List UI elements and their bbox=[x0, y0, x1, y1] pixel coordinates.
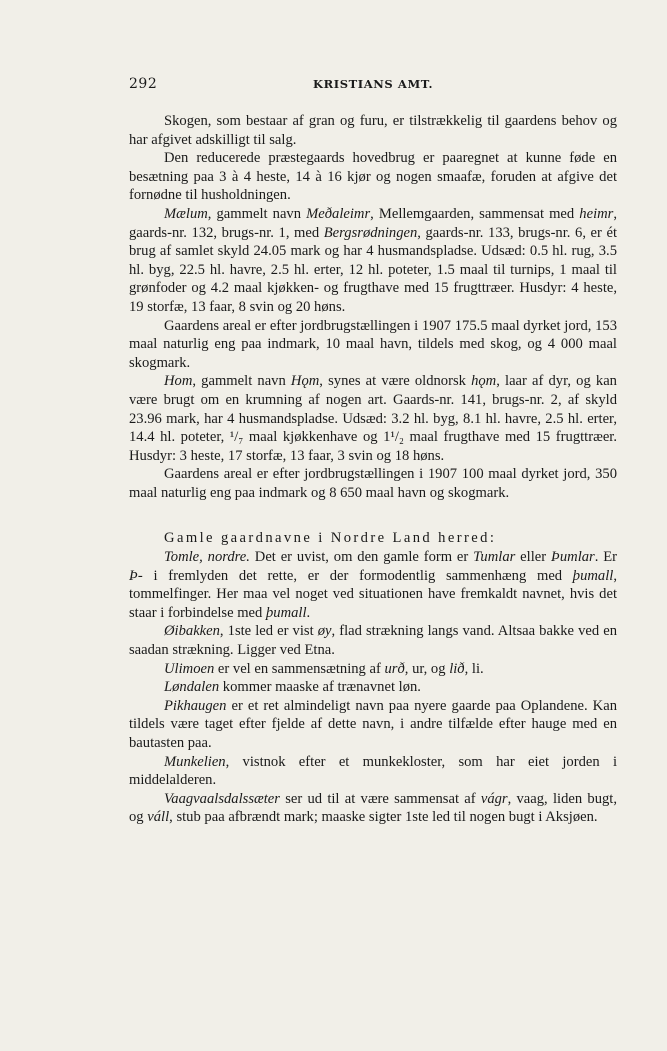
place-name: Øibakken bbox=[164, 623, 220, 640]
place-name: hǫm bbox=[471, 373, 497, 390]
paragraph-hom: Hom, gammelt navn Hǫm, synes at være oldnorsk hǫm, laar af dyr, og kan være brugt om en krumning af nogen art. Gaards-nr. 141, brugs-nr. 2, af skyld 23.96 mark, har 4 husmandspladse. Udsæd: 3.2 hl. byg, 8.1 hl. havre, 2.5 hl. erter, 14.4 hl. poteter, ¹/₇ maal kjøkkenhave og 1¹/₂ maal frugthave med 15 frugttræer. Husdyr: 3 heste, 17 storfæ, 13 faar, 3 svin og 18 høns. bbox=[129, 373, 617, 464]
paragraph-tomle: Tomle, nordre. Det er uvist, om den gamle form er Tumlar eller Þumlar. Er Þ- i fremlyden det rette, er der formodentlig sammenhæng med þumall, tommelfinger. Her maa vel noget ved situationen have fremkaldt navnet, hvis det staar i forbindelse med þumall. bbox=[129, 549, 617, 621]
place-name: Meðaleimr bbox=[306, 205, 371, 222]
word-form: vágr bbox=[480, 790, 508, 807]
paragraph-praestegaard: Den reducerede præstegaards hovedbrug er paaregnet at kunne føde en besætning paa 3 à 4 heste, 14 à 16 kjør og nogen smaafæ, foruden at afgive det fornødne til husholdningen. bbox=[129, 150, 617, 204]
place-name: Hǫm bbox=[290, 373, 320, 390]
place-name: Tumlar bbox=[473, 549, 516, 566]
word-form: lið bbox=[449, 660, 465, 677]
place-name: Ulimoen bbox=[164, 660, 215, 677]
page-header bbox=[129, 76, 617, 96]
paragraph-vaagvaalsdalssaeter: Vaagvaalsdalssæter ser ud til at være sammensat af vágr, vaag, liden bugt, og váll, stub paa afbrændt mark; maaske sigter 1ste led til nogen bugt i Aksjøen. bbox=[129, 790, 617, 826]
word-form: þumall bbox=[265, 604, 307, 621]
place-name: Bergsrødningen bbox=[323, 224, 418, 241]
place-name: Þ bbox=[129, 567, 138, 584]
word-form: øy bbox=[317, 623, 332, 640]
place-name: Vaagvaalsdalssæter bbox=[164, 790, 280, 807]
paragraph-munkelien: Munkelien, vistnok efter et munkekloster, som har eiet jorden i middelalderen. bbox=[129, 753, 617, 789]
place-name: Pikhaugen bbox=[164, 697, 227, 714]
place-name: Løndalen bbox=[164, 679, 220, 696]
place-name: heimr bbox=[579, 205, 614, 222]
place-name: Munkelien bbox=[164, 753, 226, 770]
paragraph-pikhaugen: Pikhaugen er et ret almindeligt navn paa nyere gaarde paa Oplandene. Kan tildels være taget efter fjelde af dette navn, i andre tilfælde efter hauge med en bautasten paa. bbox=[129, 697, 617, 751]
section-heading: Gamle gaardnavne i Nordre Land herred: bbox=[164, 530, 497, 547]
place-name: Tomle, nordre. bbox=[164, 549, 250, 566]
body-text bbox=[129, 112, 617, 827]
place-name: Mælum bbox=[164, 205, 208, 222]
running-head: KRISTIANS AMT. bbox=[313, 77, 434, 91]
page-number: 292 bbox=[129, 76, 158, 92]
paragraph-oibakken: Øibakken, 1ste led er vist øy, flad strækning langs vand. Altsaa bakke ved en saadan strækning. Ligger ved Etna. bbox=[129, 623, 617, 659]
paragraph-hom-areal: Gaardens areal er efter jordbrugstællingen i 1907 100 maal dyrket jord, 350 maal naturlig eng paa indmark og 8 650 maal havn og skogmark. bbox=[129, 466, 617, 501]
place-name: Þumlar bbox=[550, 549, 595, 566]
paragraph-maelum-areal: Gaardens areal er efter jordbrugstællingen i 1907 175.5 maal dyrket jord, 153 maal naturlig eng paa indmark, 10 maal havn, tildels med skog, og 4 000 maal skogmark. bbox=[129, 317, 617, 371]
place-name: Hom bbox=[164, 373, 193, 390]
word-form: váll bbox=[147, 809, 170, 826]
paragraph-londalen: Løndalen kommer maaske af trænavnet løn. bbox=[164, 679, 421, 696]
paragraph-skogen: Skogen, som bestaar af gran og furu, er tilstrækkelig til gaardens behov og har afgivet adskilligt til salg. bbox=[129, 113, 617, 148]
paragraph-maelum: Mælum, gammelt navn Meðaleimr, Mellemgaarden, sammensat med heimr, gaards-nr. 132, brugs-nr. 1, med Bergsrødningen, gaards-nr. 133, brugs-nr. 6, er ét brug af samlet skyld 24.05 mark og har 4 husmandspladse. Udsæd: 0.5 hl. rug, 3.5 hl. byg, 22.5 hl. havre, 2.5 hl. erter, 12 hl. poteter, 1.5 maal til turnips, 1 maal til grønfoder og 4.2 maal kjøkken- og frugthave med 15 frugttræer. Husdyr: 4 heste, 19 storfæ, 13 faar, 8 svin og 20 høns. bbox=[129, 205, 618, 315]
word-form: þumall bbox=[572, 567, 614, 584]
word-form: urð bbox=[384, 660, 405, 677]
paragraph-ulimoen: Ulimoen er vel en sammensætning af urð, ur, og lið, li. bbox=[164, 660, 484, 677]
